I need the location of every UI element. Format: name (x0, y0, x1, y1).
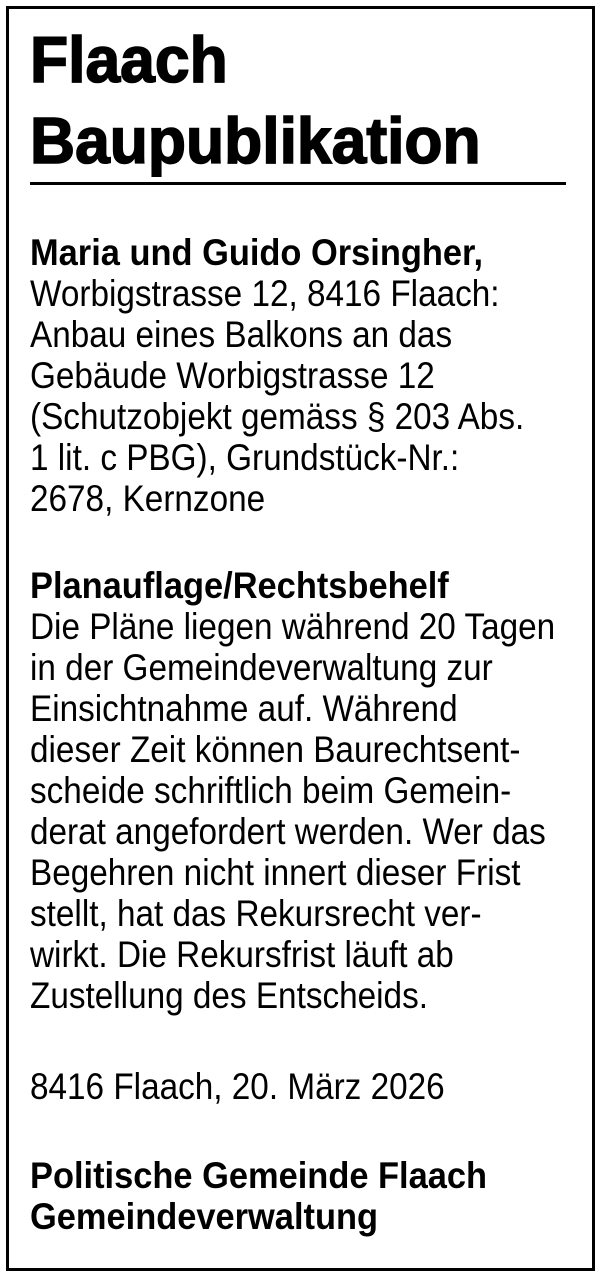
legal-text-line: Zustellung des Entscheids. (30, 975, 428, 1016)
legal-text-line: in der Gemeindeverwaltung zur (30, 647, 493, 688)
signature-line: Gemeindeverwaltung (30, 1196, 379, 1237)
applicant-text-line: Anbau eines Balkons an das (30, 314, 453, 355)
dateline: 8416 Flaach, 20. März 2026 (30, 1066, 445, 1107)
applicant-section (30, 232, 592, 519)
legal-text-line: Die Pläne liegen während 20 Tagen (30, 606, 556, 647)
legal-text-line: dieser Zeit können Baurechtsent- (30, 729, 521, 770)
applicant-text-line: 1 lit. c PBG), Grundstück-Nr.: (30, 437, 460, 478)
applicant-text-line: Worbigstrasse 12, 8416 Flaach: (30, 273, 500, 314)
applicant-text-line: 2678, Kernzone (30, 478, 266, 519)
title-line: Baupublikation (30, 104, 481, 177)
legal-text-line: scheide schriftlich beim Gemein- (30, 770, 512, 811)
legal-text-line: Begehren nicht innert dieser Frist (30, 852, 521, 893)
applicant-text-line: (Schutzobjekt gemäss § 203 Abs. (30, 396, 525, 437)
legal-text-line: stellt, hat das Rekursrecht ver- (30, 893, 482, 934)
legal-section (30, 565, 592, 1016)
legal-text-line: Einsichtnahme auf. Während (30, 688, 458, 729)
publication-title (30, 19, 592, 181)
legal-text-line: derat angefordert werden. Wer das (30, 811, 546, 852)
signature-section (30, 1155, 592, 1237)
title-divider (30, 182, 566, 185)
title-line: Flaach (30, 23, 228, 96)
applicant-text-line: Gebäude Worbigstrasse 12 (30, 355, 435, 396)
legal-section-heading: Planauflage/Rechtsbehelf (30, 565, 449, 606)
signature-line: Politische Gemeinde Flaach (30, 1155, 488, 1196)
dateline-section (30, 1066, 592, 1107)
legal-text-line: wirkt. Die Rekursfrist läuft ab (30, 934, 454, 975)
applicant-name: Maria und Guido Orsingher, (30, 232, 484, 273)
publication-card (6, 6, 595, 1271)
